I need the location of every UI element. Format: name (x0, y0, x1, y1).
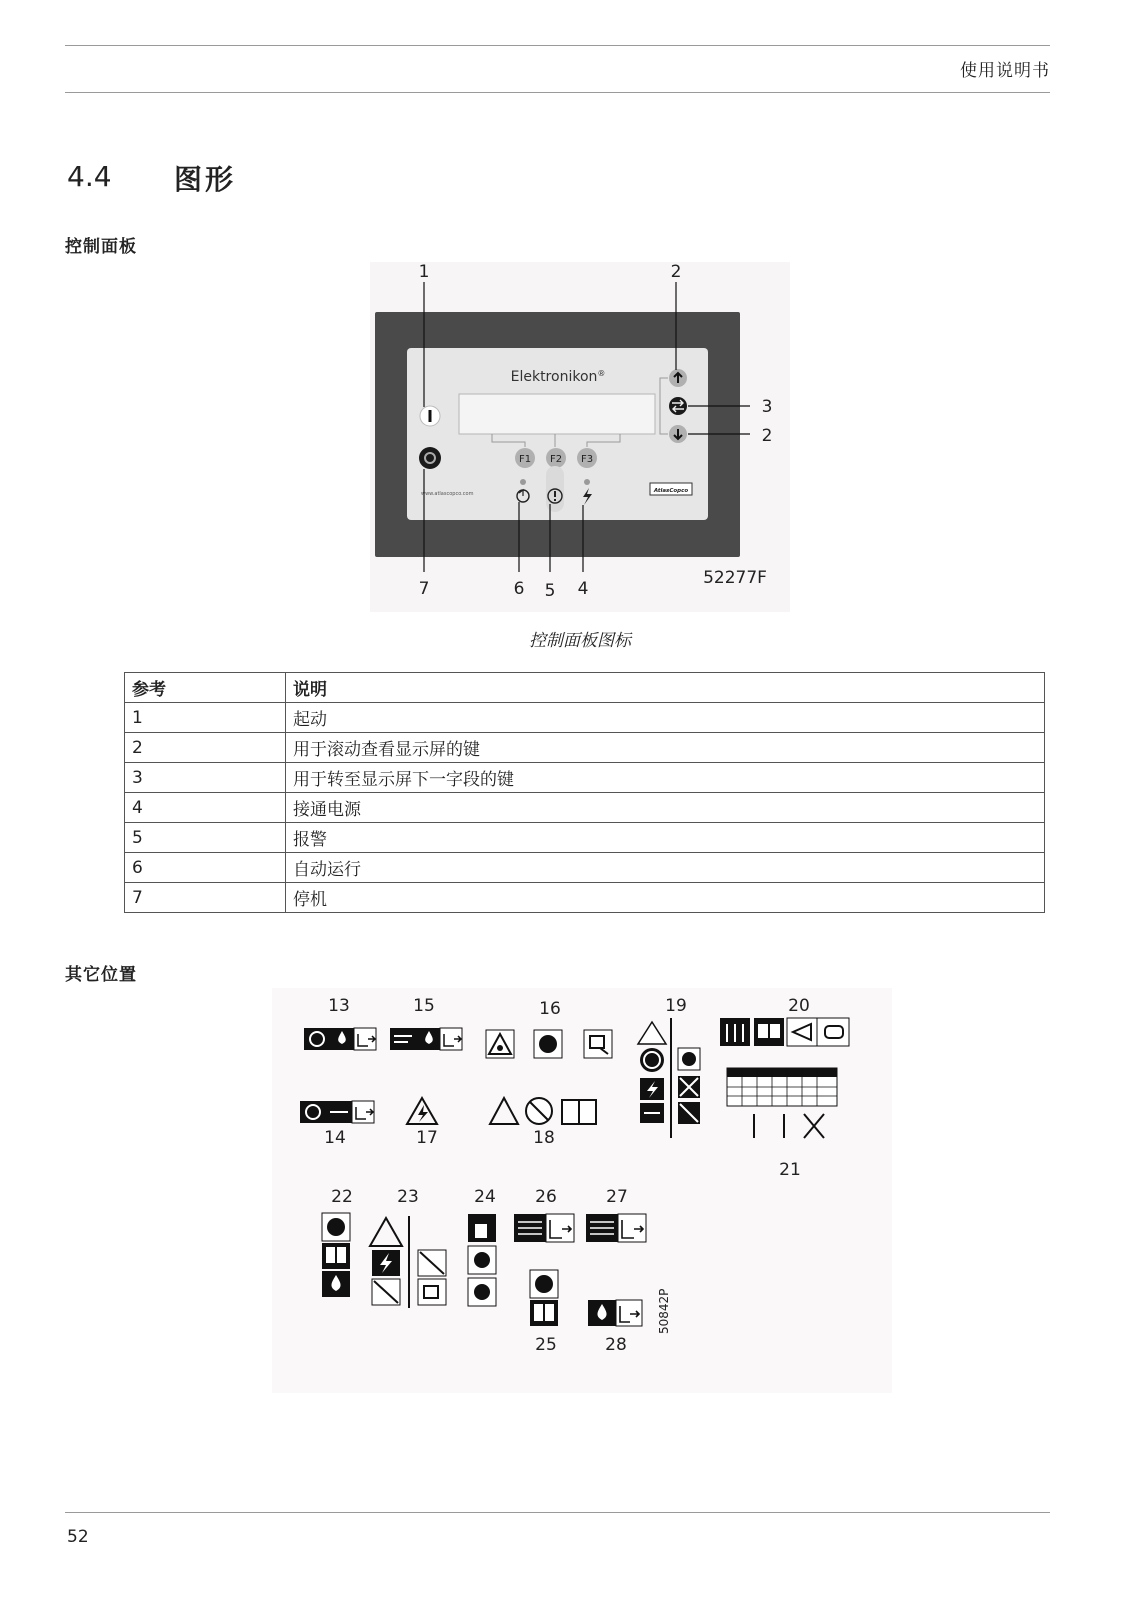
pictogram-28-icon (588, 1300, 642, 1326)
tab-key[interactable] (669, 397, 687, 415)
figure-code: 52277F (703, 568, 767, 588)
label-27: 27 (606, 1187, 628, 1207)
label-25: 25 (535, 1335, 557, 1355)
label-19: 19 (665, 996, 687, 1016)
f1-label: F1 (518, 454, 532, 465)
pictogram-24-icon (468, 1214, 496, 1306)
row-desc: 用于滚动查看显示屏的键 (286, 733, 1045, 763)
row-ref: 7 (125, 883, 286, 913)
pictogram-15-icon (390, 1028, 462, 1050)
pictogram-figure (272, 988, 892, 1393)
start-button[interactable] (420, 406, 440, 426)
callout-3: 3 (761, 397, 773, 417)
callout-2-top: 2 (670, 262, 682, 282)
callout-5: 5 (544, 581, 556, 601)
row-ref: 3 (125, 763, 286, 793)
figure2-code: 50842P (657, 1288, 671, 1334)
label-28: 28 (605, 1335, 627, 1355)
label-24: 24 (474, 1187, 496, 1207)
row-ref: 5 (125, 823, 286, 853)
row-desc: 用于转至显示屏下一字段的键 (286, 763, 1045, 793)
table-row (125, 853, 1045, 883)
f3-label: F3 (580, 454, 594, 465)
callout-4: 4 (577, 579, 589, 599)
pictogram-14-icon (300, 1101, 374, 1123)
label-23: 23 (397, 1187, 419, 1207)
row-desc: 停机 (286, 883, 1045, 913)
callout-6: 6 (513, 579, 525, 599)
table-row (125, 733, 1045, 763)
subsection-title-other-locations: 其它位置 (65, 965, 137, 985)
pictogram-13-icon (304, 1028, 376, 1050)
led-auto (520, 479, 526, 485)
pictogram-27-icon (586, 1214, 646, 1242)
header-ref: 参考 (125, 673, 286, 703)
table-row (125, 823, 1045, 853)
label-14: 14 (324, 1128, 346, 1148)
label-18: 18 (533, 1128, 555, 1148)
scroll-down-key[interactable] (669, 425, 687, 443)
header-top-rule (65, 45, 1050, 46)
svg-text:AtlasCopco: AtlasCopco (653, 488, 689, 494)
svg-text:Elektronikon® (511, 369, 606, 385)
control-panel-figure (370, 262, 790, 612)
reference-table (124, 672, 1045, 913)
website-label: www.atlascopco.com (421, 491, 474, 497)
brand-mark: ® (597, 369, 606, 378)
figure-caption: 控制面板图标 (529, 631, 631, 651)
label-15: 15 (413, 996, 435, 1016)
led-power (584, 479, 590, 485)
table-row (125, 793, 1045, 823)
label-21: 21 (779, 1160, 801, 1180)
row-desc: 接通电源 (286, 793, 1045, 823)
section-number: 4.4 (67, 160, 112, 193)
table-row (125, 763, 1045, 793)
row-ref: 2 (125, 733, 286, 763)
header-bottom-rule (65, 92, 1050, 93)
label-16: 16 (539, 999, 561, 1019)
row-desc: 自动运行 (286, 853, 1045, 883)
section-title: 图形 (174, 163, 237, 196)
f2-label: F2 (549, 454, 563, 465)
table-row (125, 883, 1045, 913)
table-row (125, 703, 1045, 733)
function-key-f3[interactable] (577, 448, 597, 468)
label-20: 20 (788, 996, 810, 1016)
row-desc: 报警 (286, 823, 1045, 853)
row-ref: 4 (125, 793, 286, 823)
footer-rule (65, 1512, 1050, 1513)
row-ref: 1 (125, 703, 286, 733)
page-number: 52 (67, 1527, 89, 1547)
function-key-f1[interactable] (515, 448, 535, 468)
callout-7: 7 (418, 579, 430, 599)
label-22: 22 (331, 1187, 353, 1207)
row-desc: 起动 (286, 703, 1045, 733)
label-17: 17 (416, 1128, 438, 1148)
pictogram-26-icon (514, 1214, 574, 1242)
stop-button[interactable] (419, 447, 441, 469)
header-desc: 说明 (286, 673, 1045, 703)
subsection-title-control-panel: 控制面板 (65, 237, 137, 257)
table-header-row (125, 673, 1045, 703)
pictogram-16-icon (486, 1030, 612, 1058)
pictogram-25-icon (530, 1270, 558, 1326)
label-26: 26 (535, 1187, 557, 1207)
document-title: 使用说明书 (960, 61, 1050, 81)
row-ref: 6 (125, 853, 286, 883)
pictogram-22-icon (322, 1213, 350, 1297)
callout-1: 1 (418, 262, 430, 282)
label-13: 13 (328, 996, 350, 1016)
brand-label: Elektronikon (510, 369, 598, 385)
callout-2-bottom: 2 (761, 426, 773, 446)
scroll-up-key[interactable] (669, 369, 687, 387)
display-window (459, 394, 655, 434)
function-key-f2[interactable] (546, 448, 566, 468)
